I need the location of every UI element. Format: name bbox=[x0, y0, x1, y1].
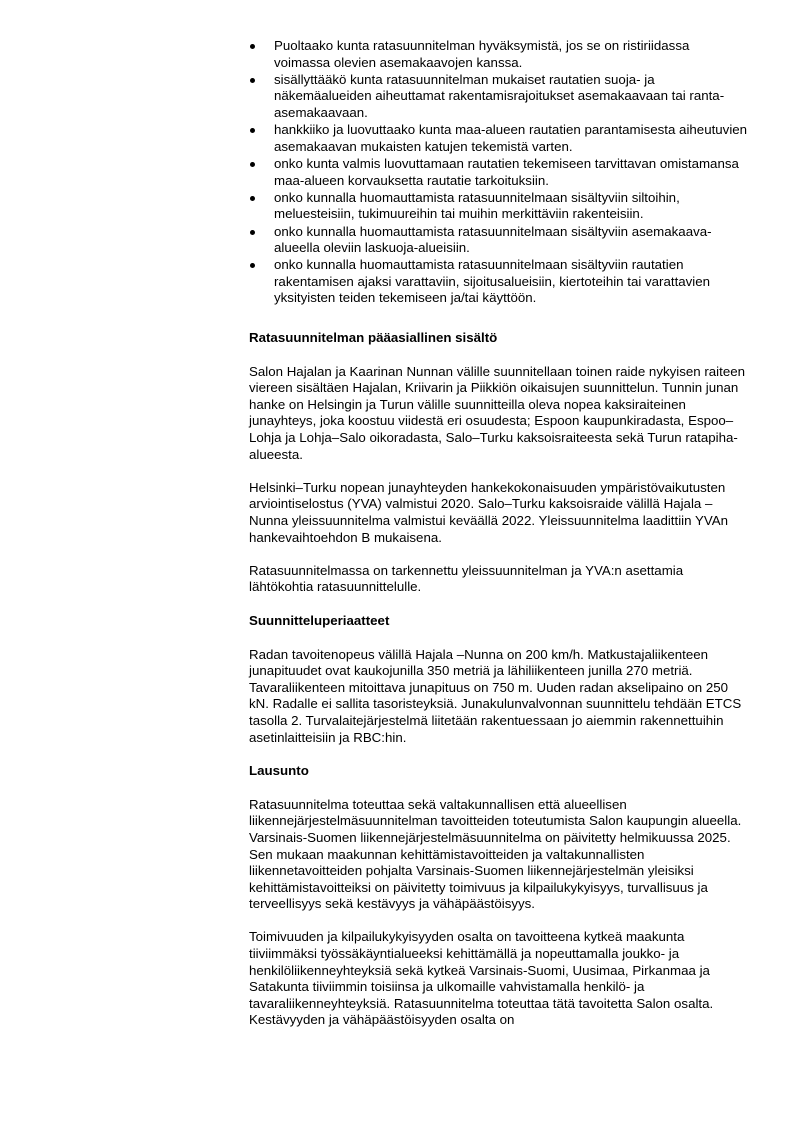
bullet-icon bbox=[250, 128, 255, 133]
list-item bbox=[249, 224, 749, 257]
question-list bbox=[249, 38, 749, 307]
list-item-text: hankkiiko ja luovuttaako kunta maa-alueen rautatien parantamisesta aiheutuvien asemakaavan mukaisten katujen tekemistä varten. bbox=[274, 122, 748, 154]
paragraph: Ratasuunnitelma toteuttaa sekä valtakunnallisen että alueellisen liikennejärjestelmäsuunnitelman tavoitteiden toteutumista Salon kaupungin alueella. Varsinais-Suomen liikennejärjestelmäsuunnitelma on päivitetty helmikuussa 2025. Sen mukaan maakunnan kehittämistavoitteiden ja valtakunnallisten liikennetavoitteiden pohjalta Varsinais-Suomen liikennejärjestelmän yleisiksi kehittämistavoitteiksi on päivitetty toimivuus ja kilpailukykyisyys, turvallisuus ja terveellisyys sekä kestävyys ja vähäpäästöisyys. bbox=[249, 796, 742, 912]
paragraph: Salon Hajalan ja Kaarinan Nunnan välille suunnitellaan toinen raide nykyisen raiteen viereen sisältäen Hajalan, Kriivarin ja Piikkiön oikaisujen suunnittelun. Tunnin junan hanke on Helsingin ja Turun välille suunnitteilla oleva nopea kaksiraiteinen junayhteys, joka koostuu viidestä eri osuudesta; Espoon kaupunkiradasta, Espoo–Lohja ja Lohja–Salo oikoradasta, Salo–Turku kaksoisraiteesta sekä Turun ratapiha-alueesta. bbox=[249, 363, 746, 462]
list-item-text: Puoltaako kunta ratasuunnitelman hyväksymistä, jos se on ristiriidassa voimassa olevien asemakaavojen kanssa. bbox=[274, 38, 690, 70]
document-page bbox=[249, 38, 749, 1029]
bullet-icon bbox=[250, 78, 255, 83]
list-item bbox=[249, 38, 749, 71]
bullet-icon bbox=[250, 230, 255, 235]
paragraph: Radan tavoitenopeus välillä Hajala –Nunna on 200 km/h. Matkustajaliikenteen junapituudet ovat kaukojunilla 350 metriä ja lähiliikenteen junilla 270 metriä. Tavaraliikenteen mitoittava junapituus on 750 m. Uuden radan akselipaino on 250 kN. Radalle ei sallita tasoristeyksiä. Junakulunvalvonnan suunnittelu tehdään ETCS tasolla 2. Turvalaitejärjestelmä liitetään rakentuessaan jo aiemmin rakennettuihin asetinlaitteisiin ja RBC:hin. bbox=[249, 646, 742, 745]
list-item bbox=[249, 156, 749, 189]
bullet-icon bbox=[250, 263, 255, 268]
paragraph: Toimivuuden ja kilpailukykyisyyden osalta on tavoitteena kytkeä maakunta tiiviimmäksi työssäkäyntialueeksi kehittämällä ja nopeuttamalla joukko- ja henkilöliikenneyhteyksiä sekä kytkeä Varsinais-Suomi, Uusimaa, Pirkanmaa ja Satakunta tiiviimmin toisiinsa ja ulkomaille vahvistamalla henkilö- ja tavaraliikenneyhteyksiä. Ratasuunnitelma toteuttaa tätä tavoitetta Salon osalta. Kestävyyden ja vähäpäästöisyyden osalta on bbox=[249, 929, 714, 1028]
list-item bbox=[249, 190, 749, 223]
list-item-text: onko kunnalla huomauttamista ratasuunnitelmaan sisältyviin asemakaava-alueella oleviin laskuoja-alueisiin. bbox=[274, 223, 712, 256]
paragraph: Helsinki–Turku nopean junayhteyden hankekokonaisuuden ympäristövaikutusten arviointiselostus (YVA) valmistui 2020. Salo–Turku kaksoisraide välillä Hajala –Nunna yleissuunnitelma valmistui keväällä 2022. Yleissuunnitelma laadittiin YVAn hankevaihtoehdon B mukaisena. bbox=[249, 479, 728, 545]
section-heading-lausunto: Lausunto bbox=[249, 763, 309, 779]
section-heading-sisalto: Ratasuunnitelman pääasiallinen sisältö bbox=[249, 330, 498, 346]
list-item-text: onko kunta valmis luovuttamaan rautatien tekemiseen tarvittavan omistamansa maa-alueen korvauksetta rautatie tarkoituksiin. bbox=[274, 155, 739, 188]
bullet-icon bbox=[250, 162, 255, 167]
list-item bbox=[249, 72, 749, 122]
bullet-icon bbox=[250, 44, 255, 49]
list-item-text: onko kunnalla huomauttamista ratasuunnitelmaan sisältyviin rautatien rakentamisen ajaksi varattaviin, sijoitusalueisiin, kiertoteihin tai varattavien yksityisten teiden tekemiseen ja/tai käyttöön. bbox=[274, 257, 711, 306]
list-item bbox=[249, 122, 749, 155]
paragraph: Ratasuunnitelmassa on tarkennettu yleissuunnitelman ja YVA:n asettamia lähtökohtia ratasuunnittelulle. bbox=[249, 562, 684, 595]
list-item-text: sisällyttääkö kunta ratasuunnitelman mukaiset rautatien suoja- ja näkemäalueiden aiheuttamat rakentamisrajoitukset asemakaavaan tai ranta-asemakaavaan. bbox=[274, 71, 725, 120]
section-heading-periaatteet: Suunnitteluperiaatteet bbox=[249, 612, 390, 628]
list-item-text: onko kunnalla huomauttamista ratasuunnitelmaan sisältyviin siltoihin, meluesteisiin, tukimuureihin tai muihin merkittäviin rakenteisiin. bbox=[274, 189, 680, 222]
list-item bbox=[249, 257, 749, 307]
bullet-icon bbox=[250, 196, 255, 201]
